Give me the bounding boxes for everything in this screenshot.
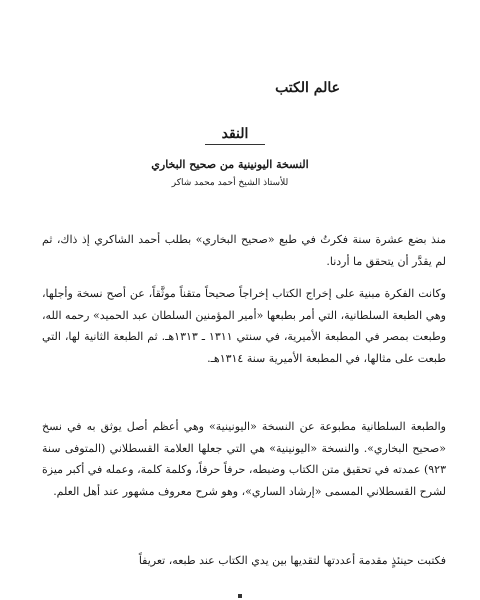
page-marker: [238, 594, 242, 598]
paragraph-text: منذ بضع عشرة سنة فكرتُ في طبع «صحيح البخاري» بطلب أحمد الشاكري إذ ذاك، ثم لم يقدَّر أن يتحقق ما أردنا.: [42, 233, 446, 268]
running-header: عالم الكتب: [275, 80, 340, 96]
paragraph-1: [42, 229, 446, 272]
author-line: للأستاذ الشيخ أحمد محمد شاكر: [171, 178, 289, 188]
paragraph-4: [42, 550, 446, 572]
section-title: النقد: [221, 126, 249, 142]
title-underline: [205, 144, 265, 145]
paragraph-3: [42, 416, 446, 502]
paragraph-text: فكتبت حينئذٍ مقدمة أعددتها لتقديها بين يدي الكتاب عند طبعه، تعريفاً: [138, 554, 446, 567]
paragraph-text: وكانت الفكرة مبنية على إخراج الكتاب إخراجاً صحيحاً متقناً موثَّقاً، عن أصح نسخة وأجلها، وهي الطبعة السلطانية، التي أمر بطبعها «أمير المؤمنين السلطان عبد الحميد» رحمه الله، وطبعت بمصر في المطبعة الأميرية، في سنتي ١٣١١ ـ ١٣١٣هـ. ثم الطبعة الثانية لها، التي طبعت على مثالها، في المطبعة الأميرية سنة ١٣١٤هـ.: [42, 287, 447, 365]
paragraph-2: [42, 283, 446, 369]
article-subtitle: النسخة اليونينية من صحيح البخاري: [151, 158, 309, 171]
paragraph-text: والطبعة السلطانية مطبوعة عن النسخة «اليونينية» وهي أعظم أصل يوثق به في نسخ «صحيح البخاري». والنسخة «اليونينية» هي التي جعلها العلامة القسطلاني (المتوفى سنة ٩٢٣) عمدته في تحقيق متن الكتاب وضبطه، حرفاً حرفاً، وكلمة كلمة، وعمله في أكبر ميزة لشرح القسطلاني المسمى «إرشاد الساري»، وهو شرح معروف مشهور عند أهل العلم.: [42, 420, 446, 498]
